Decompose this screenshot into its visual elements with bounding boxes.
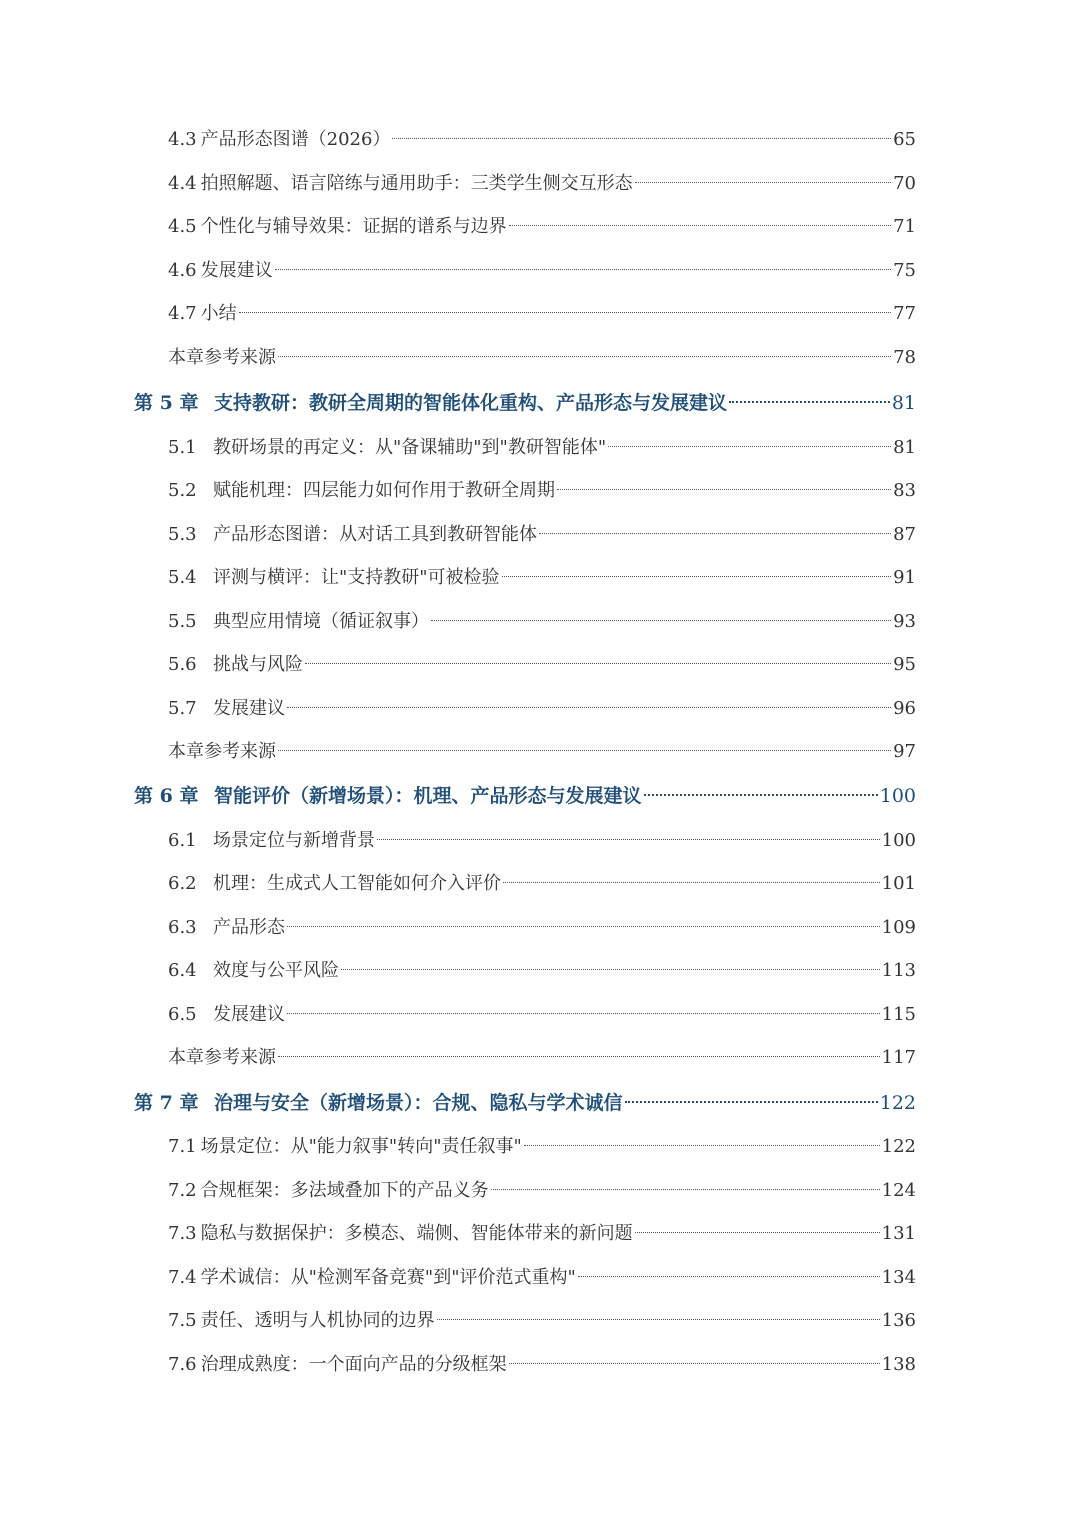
page-number: 109: [881, 917, 916, 938]
section-number: 7.6: [168, 1354, 197, 1375]
dot-leader: [502, 576, 892, 577]
section-number: 6.2: [168, 873, 197, 894]
toc-section-entry[interactable]: [168, 558, 916, 598]
toc-section-entry[interactable]: [168, 732, 916, 772]
page-number: 75: [893, 260, 916, 281]
section-number: 7.4: [168, 1267, 197, 1288]
section-title: 典型应用情境（循证叙事）: [213, 611, 429, 632]
section-title: 治理成熟度：一个面向产品的分级框架: [200, 1354, 507, 1375]
dot-leader: [239, 312, 891, 313]
dot-leader: [491, 1189, 880, 1190]
section-number: 5.4: [168, 567, 197, 588]
toc-section-entry[interactable]: [168, 471, 916, 511]
section-number: 4.6: [168, 260, 197, 281]
toc-section-entry[interactable]: [168, 428, 916, 468]
dot-leader: [275, 269, 891, 270]
dot-leader: [524, 1145, 880, 1146]
section-title: 拍照解题、语言陪练与通用助手：三类学生侧交互形态: [200, 173, 633, 194]
section-number: 5.6: [168, 654, 197, 675]
section-title: 机理：生成式人工智能如何介入评价: [213, 873, 501, 894]
section-number: 7.1: [168, 1136, 197, 1157]
toc-section-entry[interactable]: [168, 251, 916, 291]
toc-section-entry[interactable]: [168, 1258, 916, 1298]
toc-section-entry[interactable]: [168, 689, 916, 729]
section-number: 5.2: [168, 480, 197, 501]
toc-section-entry[interactable]: [168, 1345, 916, 1385]
section-title: 发展建议: [200, 260, 273, 281]
section-number: 7.2: [168, 1180, 197, 1201]
page-number: 122: [881, 1136, 916, 1157]
page-number: 70: [893, 173, 916, 194]
section-title: 发展建议: [213, 1004, 285, 1025]
section-number: 7.5: [168, 1310, 197, 1331]
toc-section-entry[interactable]: [168, 1214, 916, 1254]
section-title: 本章参考来源: [168, 347, 276, 368]
toc-section-entry[interactable]: [168, 515, 916, 555]
toc-section-entry[interactable]: [168, 294, 916, 334]
dot-leader: [278, 1056, 880, 1057]
dot-leader: [644, 794, 878, 796]
page-number: 83: [893, 480, 916, 501]
section-title: 教研场景的再定义：从"备课辅助"到"教研智能体": [213, 437, 607, 458]
toc-section-entry[interactable]: [168, 164, 916, 204]
toc-section-entry[interactable]: [168, 995, 916, 1035]
page-number: 87: [893, 524, 916, 545]
section-title: 产品形态图谱：从对话工具到教研智能体: [213, 524, 537, 545]
dot-leader: [509, 225, 891, 226]
dot-leader: [578, 1276, 880, 1277]
dot-leader: [431, 620, 891, 621]
page-number: 100: [881, 830, 916, 851]
toc-section-entry[interactable]: [168, 602, 916, 642]
chapter-number: 第 6 章: [134, 785, 199, 807]
section-title: 本章参考来源: [168, 741, 276, 762]
toc-section-entry[interactable]: [168, 864, 916, 904]
dot-leader: [557, 489, 891, 490]
page-number: 131: [881, 1223, 916, 1244]
toc-section-entry[interactable]: [168, 338, 916, 378]
toc-section-entry[interactable]: [168, 120, 916, 160]
section-number: 6.5: [168, 1004, 197, 1025]
page-number: 134: [881, 1267, 916, 1288]
toc-section-entry[interactable]: [168, 1171, 916, 1211]
page-number: 138: [881, 1354, 916, 1375]
dot-leader: [287, 707, 891, 708]
page-number: 117: [881, 1047, 916, 1068]
section-title: 本章参考来源: [168, 1047, 276, 1068]
dot-leader: [608, 446, 891, 447]
section-number: 5.3: [168, 524, 197, 545]
section-title: 个性化与辅导效果：证据的谱系与边界: [200, 216, 507, 237]
toc-chapter-entry[interactable]: [134, 1083, 916, 1123]
dot-leader: [278, 356, 891, 357]
dot-leader: [437, 1319, 880, 1320]
chapter-number: 第 7 章: [134, 1092, 199, 1114]
dot-leader: [539, 533, 891, 534]
page-number: 122: [879, 1092, 916, 1114]
section-title: 小结: [200, 303, 237, 324]
toc-section-entry[interactable]: [168, 908, 916, 948]
page-number: 78: [893, 347, 916, 368]
page-number: 71: [893, 216, 916, 237]
chapter-title: 智能评价（新增场景）：机理、产品形态与发展建议: [214, 785, 642, 807]
section-number: 4.3: [168, 129, 197, 150]
toc-section-entry[interactable]: [168, 1301, 916, 1341]
toc-section-entry[interactable]: [168, 207, 916, 247]
section-title: 评测与横评：让"支持教研"可被检验: [213, 567, 500, 588]
page-number: 77: [893, 303, 916, 324]
section-title: 产品形态: [213, 917, 285, 938]
section-number: 4.4: [168, 173, 197, 194]
dot-leader: [287, 926, 880, 927]
page-number: 113: [881, 960, 916, 981]
section-title: 学术诚信：从"检测军备竞赛"到"评价范式重构": [200, 1267, 576, 1288]
page-number: 115: [881, 1004, 916, 1025]
page-number: 96: [893, 698, 916, 719]
dot-leader: [287, 1013, 880, 1014]
page-number: 93: [893, 611, 916, 632]
section-title: 合规框架：多法域叠加下的产品义务: [200, 1180, 489, 1201]
toc-section-entry[interactable]: [168, 645, 916, 685]
page-number: 100: [879, 785, 916, 807]
section-title: 产品形态图谱（2026）: [200, 129, 391, 150]
page-number: 91: [893, 567, 916, 588]
dot-leader: [278, 750, 891, 751]
section-number: 5.1: [168, 437, 197, 458]
section-title: 效度与公平风险: [213, 960, 339, 981]
toc-section-entry[interactable]: [168, 951, 916, 991]
page-number: 101: [881, 873, 916, 894]
section-number: 5.7: [168, 698, 197, 719]
page-number: 81: [893, 437, 916, 458]
section-title: 发展建议: [213, 698, 285, 719]
page-number: 95: [893, 654, 916, 675]
section-title: 场景定位：从"能力叙事"转向"责任叙事": [200, 1136, 522, 1157]
chapter-number: 第 5 章: [134, 392, 199, 414]
page-number: 124: [881, 1180, 916, 1201]
dot-leader: [625, 1101, 878, 1103]
dot-leader: [392, 138, 891, 139]
page-number: 136: [881, 1310, 916, 1331]
toc-section-entry[interactable]: [168, 1127, 916, 1167]
dot-leader: [635, 1232, 880, 1233]
dot-leader: [503, 882, 880, 883]
section-number: 5.5: [168, 611, 197, 632]
dot-leader: [377, 839, 880, 840]
section-number: 6.4: [168, 960, 197, 981]
section-number: 7.3: [168, 1223, 197, 1244]
section-title: 场景定位与新增背景: [213, 830, 375, 851]
section-number: 4.5: [168, 216, 197, 237]
section-number: 4.7: [168, 303, 197, 324]
section-title: 责任、透明与人机协同的边界: [200, 1310, 435, 1331]
section-title: 隐私与数据保护：多模态、端侧、智能体带来的新问题: [200, 1223, 633, 1244]
chapter-title: 支持教研：教研全周期的智能体化重构、产品形态与发展建议: [214, 392, 728, 414]
section-title: 挑战与风险: [213, 654, 303, 675]
dot-leader: [341, 969, 880, 970]
section-number: 6.3: [168, 917, 197, 938]
toc-chapter-entry[interactable]: [134, 383, 916, 423]
dot-leader: [635, 182, 891, 183]
dot-leader: [305, 663, 891, 664]
toc-chapter-entry[interactable]: [134, 776, 916, 816]
toc-section-entry[interactable]: [168, 821, 916, 861]
chapter-title: 治理与安全（新增场景）：合规、隐私与学术诚信: [214, 1092, 623, 1114]
section-title: 赋能机理：四层能力如何作用于教研全周期: [213, 480, 555, 501]
dot-leader: [729, 401, 890, 403]
page-number: 81: [891, 392, 916, 414]
dot-leader: [509, 1363, 880, 1364]
page-number: 65: [893, 129, 916, 150]
section-number: 6.1: [168, 830, 197, 851]
page-number: 97: [893, 741, 916, 762]
toc-section-entry[interactable]: [168, 1038, 916, 1078]
